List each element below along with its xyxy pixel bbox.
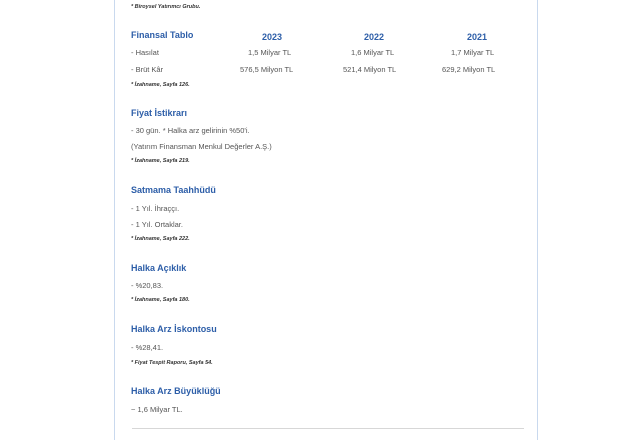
footnote-ipo-discount: * Fiyat Tespit Raporu, Sayfa 54.: [131, 360, 213, 366]
footnote-price-stability: * İzahname, Sayfa 219.: [131, 158, 190, 164]
revenue-2023: 1,5 Milyar TL: [248, 48, 292, 57]
year-2023-header: 2023: [262, 32, 283, 42]
revenue-label: - Hasılat: [131, 48, 159, 57]
price-stability-title: Fiyat İstikrarı: [131, 108, 188, 118]
footnote-free-float: * İzahname, Sayfa 180.: [131, 297, 190, 303]
footnote-lockup: * İzahname, Sayfa 222.: [131, 236, 190, 242]
gross-profit-label: - Brüt Kâr: [131, 65, 164, 74]
divider: [132, 428, 524, 429]
lockup-line-1: - 1 Yıl. İhraççı.: [131, 204, 180, 213]
free-float-value: - %20,83.: [131, 281, 164, 290]
revenue-2021: 1,7 Milyar TL: [451, 48, 495, 57]
year-2021-header: 2021: [467, 32, 488, 42]
footnote-financial-source: * İzahname, Sayfa 126.: [131, 82, 190, 88]
ipo-discount-title: Halka Arz İskontosu: [131, 324, 217, 334]
year-2022-header: 2022: [364, 32, 385, 42]
footnote-investor-group: * Biroysel Yatırımcı Grubu.: [131, 4, 201, 10]
lockup-line-2: - 1 Yıl. Ortaklar.: [131, 220, 183, 229]
ipo-size-value: ~ 1,6 Milyar TL.: [131, 405, 183, 414]
financial-table-title: Finansal Tablo: [131, 30, 194, 40]
gross-profit-2021: 629,2 Milyon TL: [442, 65, 496, 74]
free-float-title: Halka Açıklık: [131, 263, 187, 273]
gross-profit-2022: 521,4 Milyon TL: [343, 65, 397, 74]
lockup-title: Satmama Taahhüdü: [131, 185, 216, 195]
gross-profit-2023: 576,5 Milyon TL: [240, 65, 294, 74]
price-stability-line-2: (Yatırım Finansman Menkul Değerler A.Ş.): [131, 142, 272, 151]
ipo-size-title: Halka Arz Büyüklüğü: [131, 386, 221, 396]
price-stability-line-1: - 30 gün. * Halka arz gelirinin %50'i.: [131, 126, 250, 135]
revenue-2022: 1,6 Milyar TL: [351, 48, 395, 57]
ipo-discount-value: - %28,41.: [131, 343, 164, 352]
